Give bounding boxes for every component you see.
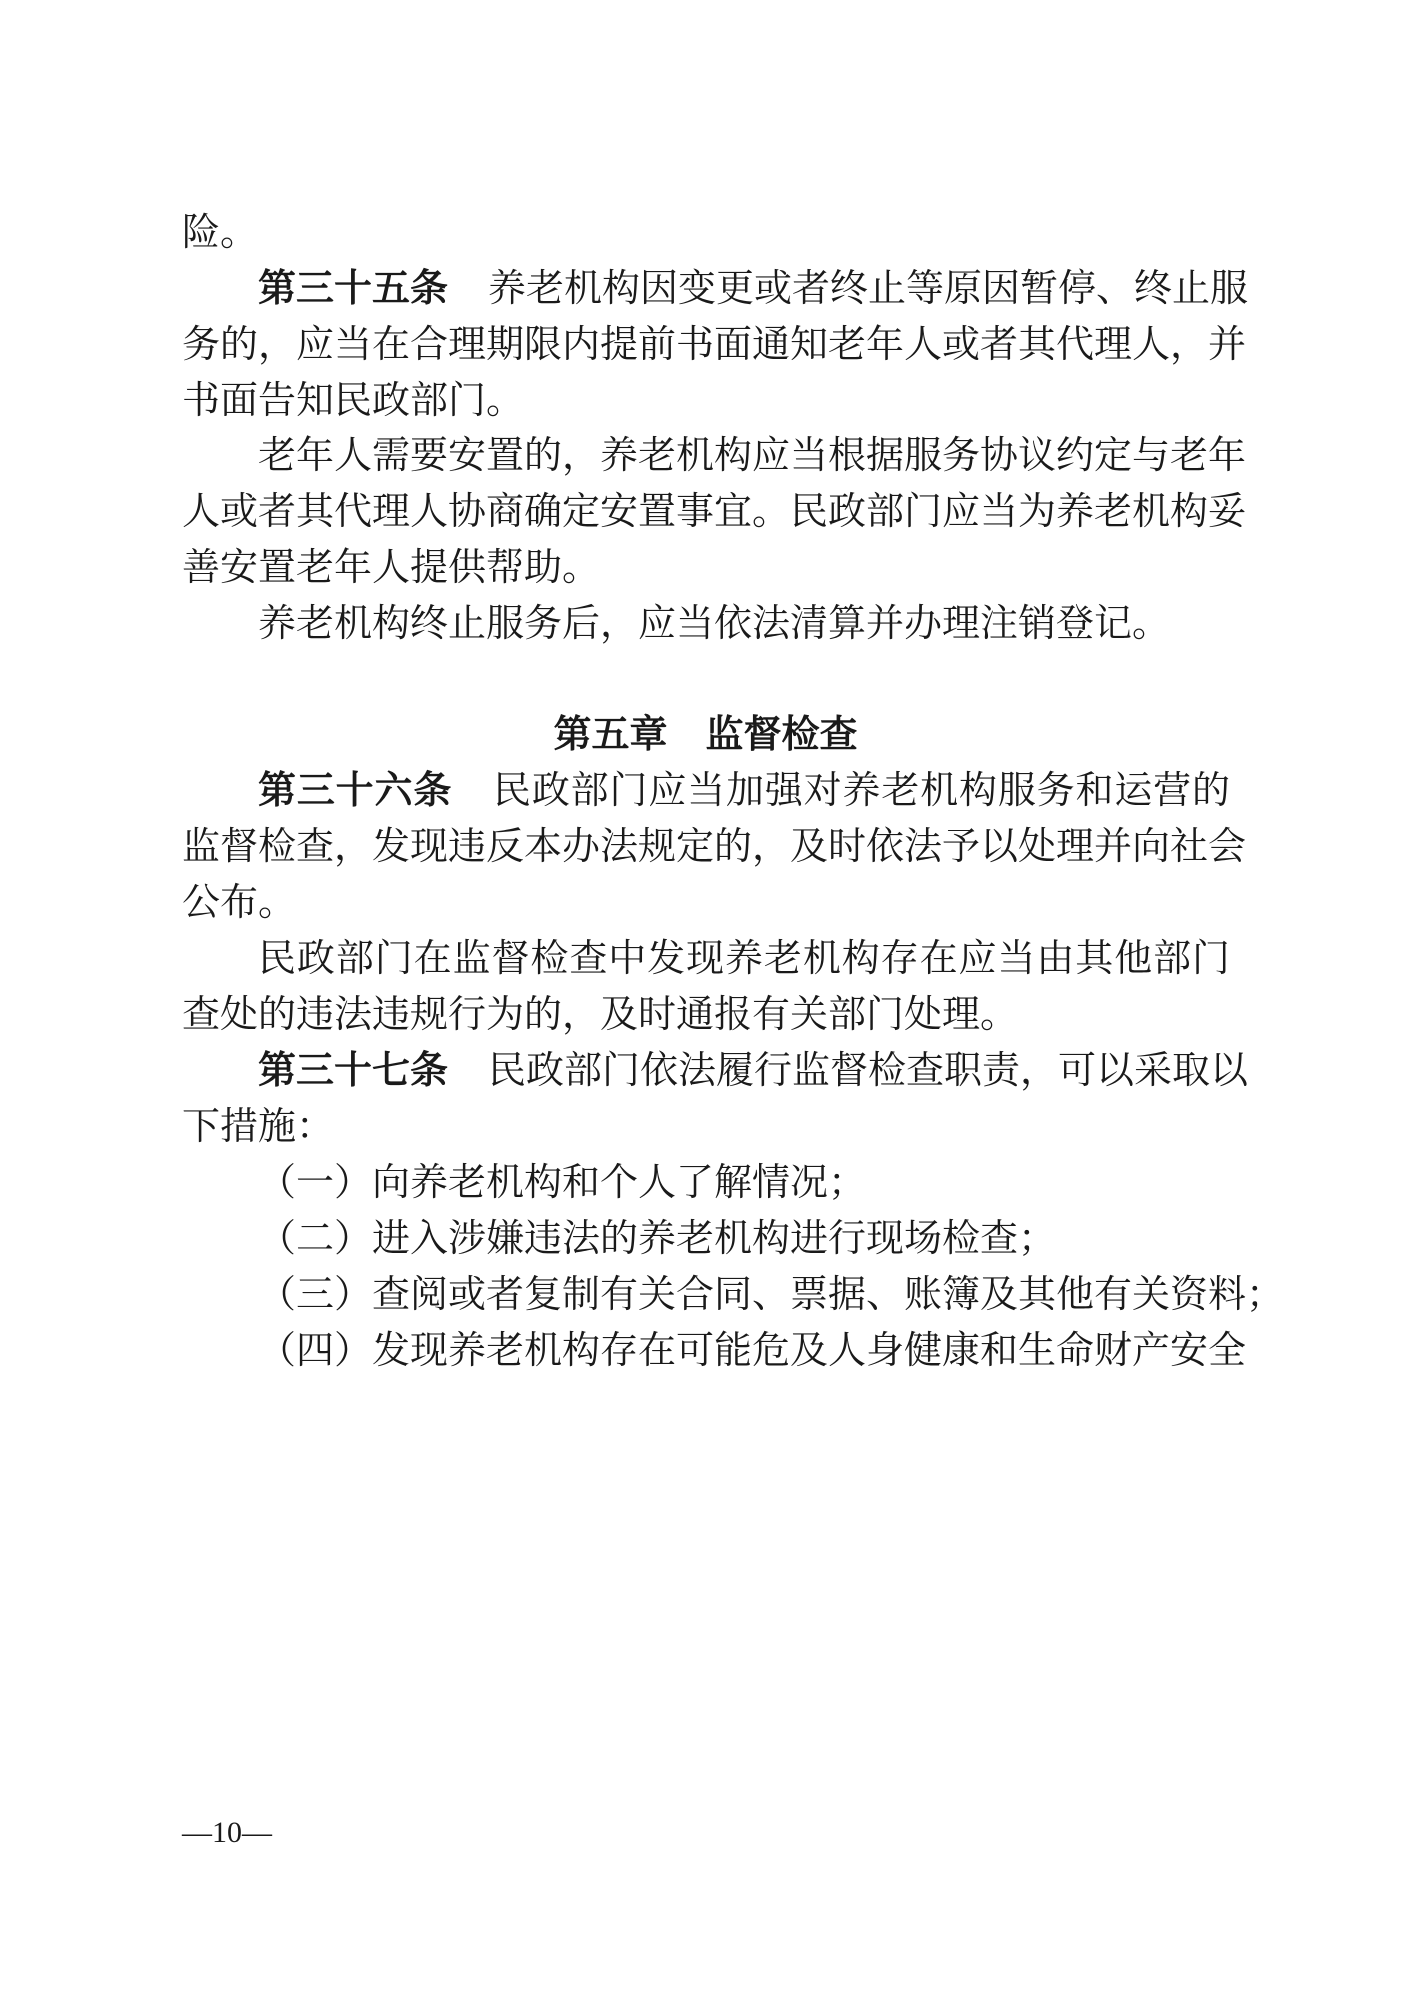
text-line: 善安置老年人提供帮助。 [182,545,601,589]
text-line: 监督检查，发现违反本办法规定的，及时依法予以处理并向社会 [182,824,1247,868]
article-35-first-line [258,261,1249,315]
article-37-heading: 第三十七条 [258,1048,449,1092]
text-line: 险。 [182,210,259,254]
page-number: —10— [182,1816,272,1849]
article-37-text: 民政部门依法履行监督检查职责，可以采取以 [488,1048,1249,1092]
chapter-title: 第五章 监督检查 [553,712,858,756]
list-item: （一）向养老机构和个人了解情况； [258,1160,867,1204]
list-item: （四）发现养老机构存在可能危及人身健康和生命财产安全 [258,1328,1247,1372]
article-36-text: 民政部门应当加强对养老机构服务和运营的 [492,768,1230,812]
list-item: （二）进入涉嫌违法的养老机构进行现场检查； [258,1216,1057,1260]
article-35-text: 养老机构因变更或者终止等原因暂停、终止服 [488,266,1249,310]
text-line: 公布。 [182,880,297,924]
text-line: 民政部门在监督检查中发现养老机构存在应当由其他部门 [258,936,1230,980]
article-37-first-line [258,1043,1249,1097]
list-item: （三）查阅或者复制有关合同、票据、账簿及其他有关资料； [258,1272,1285,1316]
text-line: 下措施： [182,1104,335,1148]
text-line: 查处的违法违规行为的，及时通报有关部门处理。 [182,992,1019,1036]
text-line: 书面告知民政部门。 [182,378,525,422]
article-36-first-line [258,763,1230,817]
article-36-heading: 第三十六条 [258,768,453,812]
article-35-heading: 第三十五条 [258,266,449,310]
text-line: 老年人需要安置的，养老机构应当根据服务协议约定与老年 [258,433,1247,477]
text-line: 人或者其代理人协商确定安置事宜。民政部门应当为养老机构妥 [182,489,1247,533]
text-line: 务的，应当在合理期限内提前书面通知老年人或者其代理人，并 [182,322,1247,366]
text-line: 养老机构终止服务后，应当依法清算并办理注销登记。 [258,601,1171,645]
